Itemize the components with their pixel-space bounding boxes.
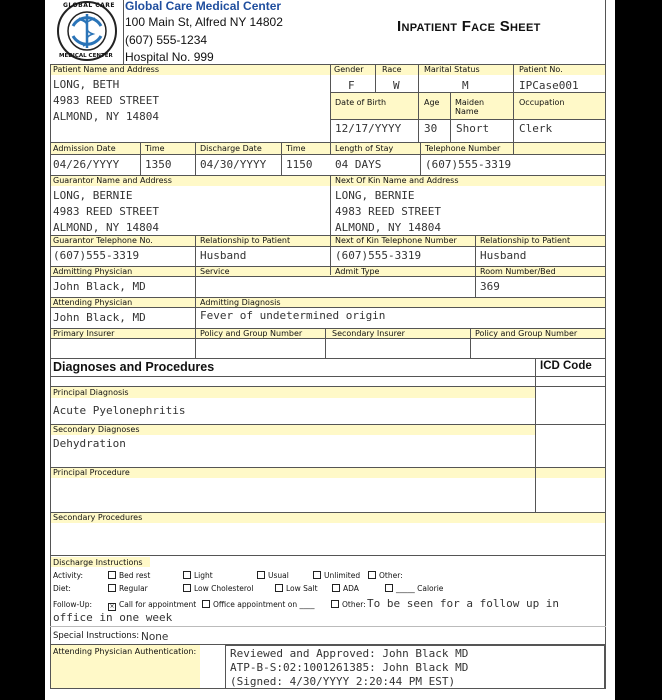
telephone-value: (607)555-3319	[425, 158, 512, 171]
follow-up-call[interactable]: × Call for appointment	[109, 600, 197, 610]
patient-no-value: IPCase001	[519, 79, 579, 92]
dob-value: 12/17/YYYY	[335, 122, 402, 135]
secondary-procedures-label: Secondary Procedures	[53, 513, 143, 522]
age-label: Age	[424, 98, 440, 107]
primary-policy-label: Policy and Group Number	[200, 329, 303, 338]
attending-physician: John Black, MD	[53, 311, 146, 324]
discharge-time: 1150	[286, 158, 313, 171]
room-label: Room Number/Bed	[480, 267, 556, 276]
patient-no-label: Patient No.	[519, 65, 563, 74]
marital-value: M	[462, 79, 469, 92]
next-of-kin-name: LONG, BERNIE	[335, 189, 415, 202]
logo-text-bottom: MEDICAL CENTER	[59, 53, 113, 59]
diet-ada[interactable]: ADA	[332, 584, 359, 594]
principal-diagnosis: Acute Pyelonephritis	[53, 404, 186, 417]
checkbox-icon	[332, 584, 340, 592]
discharge-time-label: Time	[286, 144, 306, 153]
maiden-name-label: Maiden Name	[455, 98, 485, 116]
authentication-line-3: (Signed: 4/30/YYYY 2:20:44 PM EST)	[230, 675, 456, 688]
hospital-name: Global Care Medical Center	[125, 0, 282, 13]
special-instructions-label: Special Instructions:	[53, 631, 140, 641]
admitting-physician-label: Admitting Physician	[53, 267, 133, 276]
follow-up-other[interactable]: Other:	[331, 600, 366, 610]
checkbox-icon	[275, 584, 283, 592]
next-of-kin-city: ALMOND, NY 14804	[335, 221, 441, 234]
admitting-physician: John Black, MD	[53, 280, 146, 293]
patient-city: ALMOND, NY 14804	[53, 110, 159, 123]
occupation-label: Occupation	[519, 98, 565, 107]
attending-physician-label: Attending Physician	[53, 298, 133, 307]
diet-label: Diet:	[53, 584, 71, 593]
checkbox-icon	[108, 584, 116, 592]
nok-phone-label: Next of Kin Telephone Number	[335, 236, 457, 245]
activity-unlimited[interactable]: Unlimited	[313, 571, 360, 581]
icd-code-header: ICD Code	[540, 360, 592, 372]
length-of-stay: 04 DAYS	[335, 158, 382, 171]
authentication-line-1: Reviewed and Approved: John Black MD	[230, 647, 469, 660]
checkbox-icon	[331, 600, 339, 608]
authentication-line-2: ATP-B-S:02:1001261385: John Black MD	[230, 661, 469, 674]
maiden-name-value: Short	[456, 122, 490, 135]
guarantor-phone: (607)555-3319	[53, 249, 140, 262]
guarantor-phone-label: Guarantor Telephone No.	[53, 236, 153, 245]
diet-low-salt[interactable]: Low Salt	[275, 584, 318, 594]
next-of-kin-street: 4983 REED STREET	[335, 205, 441, 218]
guarantor-relationship-label: Relationship to Patient	[200, 236, 291, 245]
checkbox-icon	[368, 571, 376, 579]
checkbox-icon	[183, 571, 191, 579]
primary-insurer-label: Primary Insurer	[53, 329, 115, 338]
form-title: Inpatient Face Sheet	[397, 18, 541, 35]
follow-up-label: Follow-Up:	[53, 600, 93, 609]
activity-label: Activity:	[53, 571, 84, 580]
diet-regular[interactable]: Regular	[108, 584, 148, 594]
service-label: Service	[200, 267, 230, 276]
age-value: 30	[424, 122, 438, 135]
admission-time-label: Time	[145, 144, 165, 153]
gender-label: Gender	[334, 65, 364, 74]
diet-low-cholesterol[interactable]: Low Cholesterol	[183, 584, 253, 594]
marital-label: Marital Status	[424, 65, 480, 74]
activity-light[interactable]: Light	[183, 571, 213, 581]
patient-street: 4983 REED STREET	[53, 94, 159, 107]
next-of-kin-label: Next Of Kin Name and Address	[335, 176, 459, 185]
telephone-label: Telephone Number	[425, 144, 501, 153]
discharge-date: 04/30/YYYY	[200, 158, 267, 171]
secondary-diagnoses-label: Secondary Diagnoses	[53, 425, 140, 434]
diet-calorie[interactable]: _____ Calorie	[385, 584, 443, 594]
hospital-phone: (607) 555-1234	[125, 33, 208, 47]
checkbox-checked-icon: ×	[109, 603, 115, 610]
hospital-address: 100 Main St, Alfred NY 14802	[125, 15, 283, 29]
secondary-diagnoses: Dehydration	[53, 437, 126, 450]
hospital-logo	[53, 0, 121, 62]
authentication-label: Attending Physician Authentication:	[53, 647, 197, 656]
nok-relationship-label: Relationship to Patient	[480, 236, 571, 245]
admission-date-label: Admission Date	[53, 144, 116, 153]
length-of-stay-label: Length of Stay	[335, 144, 394, 153]
room-value: 369	[480, 280, 500, 293]
special-instructions: None	[141, 631, 169, 643]
admitting-diagnosis: Fever of undetermined origin	[200, 309, 386, 322]
checkbox-icon	[385, 584, 393, 592]
checkbox-icon	[183, 584, 191, 592]
admission-time: 1350	[145, 158, 172, 171]
activity-usual[interactable]: Usual	[257, 571, 289, 581]
activity-bed-rest[interactable]: Bed rest	[108, 571, 150, 581]
race-label: Race	[382, 65, 402, 74]
admitting-diagnosis-label: Admitting Diagnosis	[200, 298, 281, 307]
nok-relationship: Husband	[480, 249, 527, 262]
checkbox-icon	[313, 571, 321, 579]
face-sheet-page	[45, 0, 615, 700]
dob-label: Date of Birth	[335, 98, 387, 107]
follow-up-other-text: To be seen for a follow up in	[367, 597, 560, 610]
admit-type-label: Admit Type	[335, 267, 380, 276]
discharge-date-label: Discharge Date	[200, 144, 262, 153]
diagnoses-section-title: Diagnoses and Procedures	[53, 360, 215, 374]
principal-diagnosis-label: Principal Diagnosis	[53, 388, 129, 397]
occupation-value: Clerk	[519, 122, 553, 135]
checkbox-icon	[108, 571, 116, 579]
gender-value: F	[348, 79, 355, 92]
guarantor-relationship: Husband	[200, 249, 247, 262]
checkbox-icon	[202, 600, 210, 608]
patient-name: LONG, BETH	[53, 78, 120, 91]
principal-procedure-label: Principal Procedure	[53, 468, 130, 477]
guarantor-city: ALMOND, NY 14804	[53, 221, 159, 234]
checkbox-icon	[257, 571, 265, 579]
follow-up-other-text-2: office in one week	[53, 611, 173, 624]
admission-date: 04/26/YYYY	[53, 158, 120, 171]
activity-other[interactable]: Other:	[368, 571, 403, 581]
guarantor-name: LONG, BERNIE	[53, 189, 133, 202]
secondary-policy-label: Policy and Group Number	[475, 329, 578, 338]
hospital-number: Hospital No. 999	[125, 50, 214, 64]
nok-phone: (607)555-3319	[335, 249, 422, 262]
guarantor-label: Guarantor Name and Address	[53, 176, 172, 185]
patient-name-label: Patient Name and Address	[53, 65, 159, 74]
secondary-insurer-label: Secondary Insurer	[332, 329, 405, 338]
discharge-instructions-label: Discharge Instructions	[53, 558, 143, 567]
follow-up-office[interactable]: Office appointment on ____	[202, 600, 314, 610]
race-value: W	[393, 79, 400, 92]
logo-text-top: GLOBAL CARE	[63, 2, 116, 9]
guarantor-street: 4983 REED STREET	[53, 205, 159, 218]
